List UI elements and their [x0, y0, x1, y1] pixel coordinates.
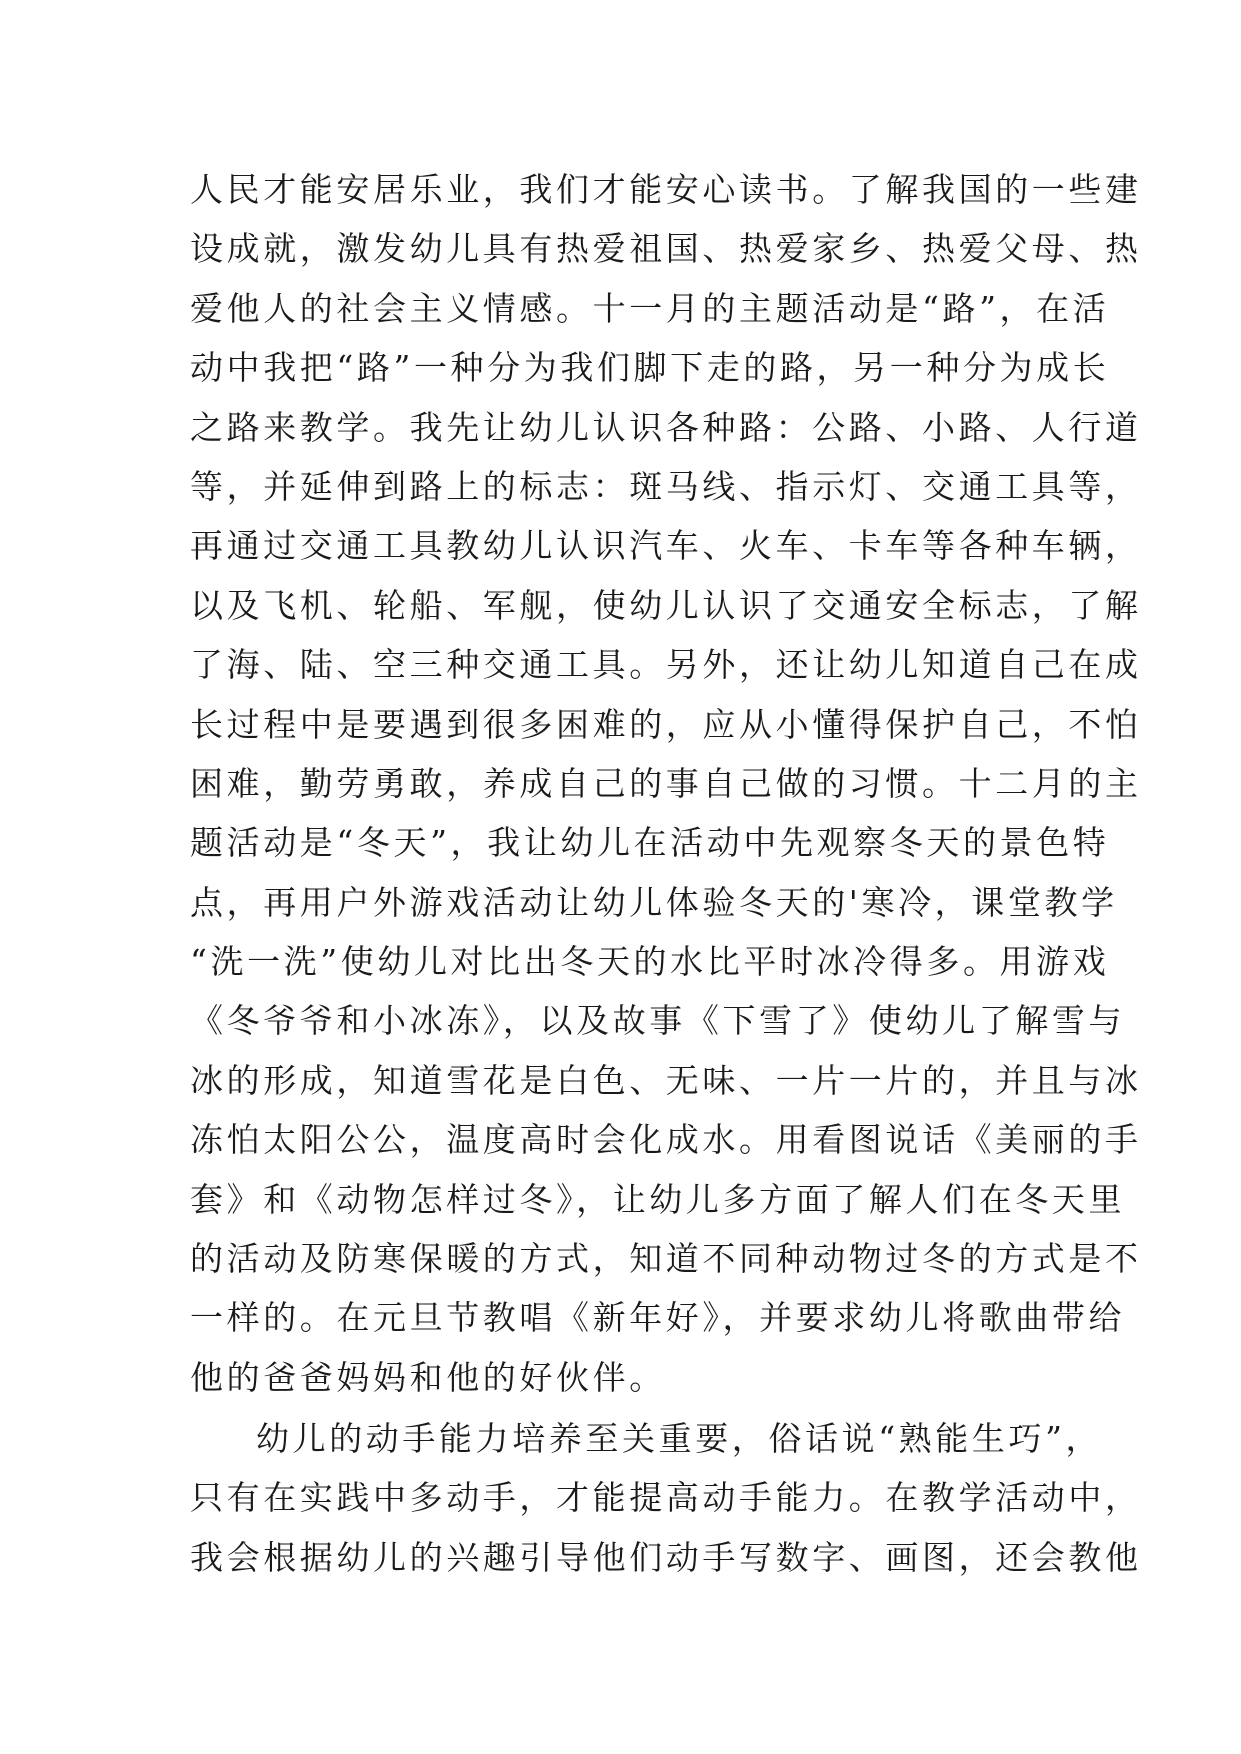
paragraph-2: [190, 1409, 1142, 1587]
text-line: 长过程中是要遇到很多困难的，应从小懂得保护自己，不怕: [190, 704, 1142, 744]
text-line: 之路来教学。我先让幼儿认识各种路：公路、小路、人行道: [190, 407, 1142, 447]
text-line: 动中我把“路”一种分为我们脚下走的路，另一种分为成长: [190, 348, 1110, 388]
text-line: “洗一洗”使幼儿对比出冬天的水比平时冰冷得多。用游戏: [190, 942, 1110, 982]
text-line: 只有在实践中多动手，才能提高动手能力。在教学活动中，: [190, 1478, 1142, 1518]
text-line: 等，并延伸到路上的标志：斑马线、指示灯、交通工具等，: [190, 466, 1142, 506]
document-body: [190, 160, 1142, 1587]
text-line: 冰的形成，知道雪花是白色、无味、一片一片的，并且与冰: [190, 1060, 1142, 1100]
text-line: 冻怕太阳公公，温度高时会化成水。用看图说话《美丽的手: [190, 1120, 1142, 1160]
text-line: 爱他人的社会主义情感。十一月的主题活动是“路”，在活: [190, 288, 1110, 328]
text-line: 《冬爷爷和小冰冻》，以及故事《下雪了》使幼儿了解雪与: [190, 1001, 1126, 1041]
text-line: 人民才能安居乐业，我们才能安心读书。了解我国的一些建: [190, 170, 1142, 209]
text-line: 再通过交通工具教幼儿认识汽车、火车、卡车等各种车辆，: [190, 526, 1142, 566]
text-line: 题活动是“冬天”，我让幼儿在活动中先观察冬天的景色特: [190, 823, 1110, 863]
text-line: 他的爸爸妈妈和他的好伙伴。: [190, 1357, 666, 1397]
text-line: 幼儿的动手能力培养至关重要，俗话说“熟能生巧”，: [256, 1418, 1103, 1458]
text-line: 困难，勤劳勇敢，养成自己的事自己做的习惯。十二月的主: [190, 763, 1142, 803]
paragraph-1: [190, 160, 1142, 1409]
text-line: 的活动及防寒保暖的方式，知道不同种动物过冬的方式是不: [190, 1239, 1142, 1279]
text-line: 设成就，激发幼儿具有热爱祖国、热爱家乡、热爱父母、热: [190, 229, 1142, 269]
text-line: 以及飞机、轮船、军舰，使幼儿认识了交通安全标志，了解: [190, 585, 1142, 625]
text-line: 点，再用户外游戏活动让幼儿体验冬天的'寒冷，课堂教学: [190, 882, 1118, 922]
text-line: 了海、陆、空三种交通工具。另外，还让幼儿知道自己在成: [190, 645, 1142, 685]
text-line: 我会根据幼儿的兴趣引导他们动手写数字、画图，还会教他: [190, 1537, 1142, 1577]
text-line: 一样的。在元旦节教唱《新年好》，并要求幼儿将歌曲带给: [190, 1298, 1126, 1338]
text-line: 套》和《动物怎样过冬》，让幼儿多方面了解人们在冬天里: [190, 1179, 1126, 1219]
